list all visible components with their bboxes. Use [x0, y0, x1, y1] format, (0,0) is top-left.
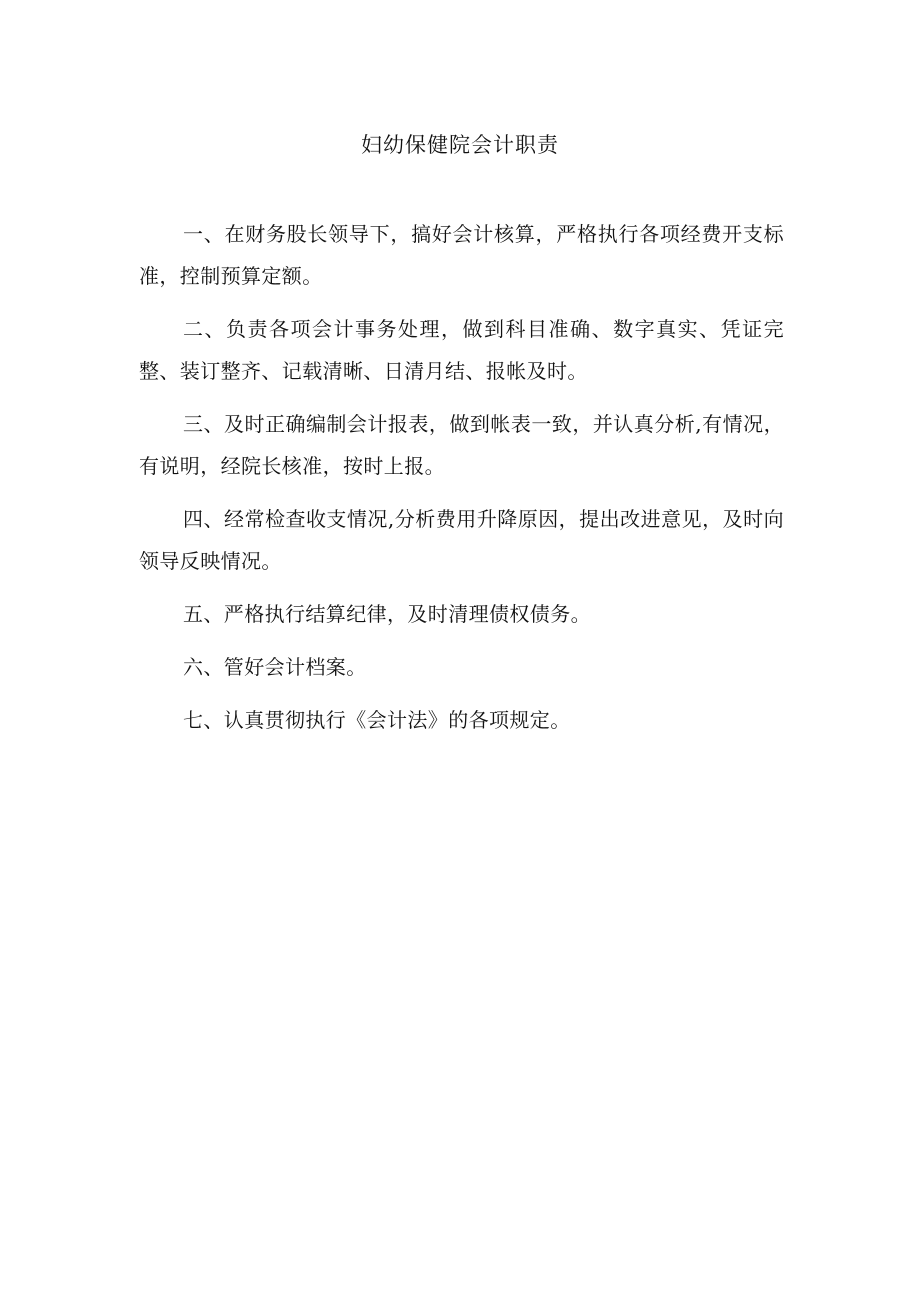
- duty-item-7: 七、认真贯彻执行《会计法》的各项规定。: [183, 708, 571, 732]
- duty-item-2: 二、负责各项会计事务处理，做到科目准确、数字真实、凭证完整、装订整齐、记载清晰、日清月结、报帐及时。: [139, 317, 784, 383]
- duty-item-1: 一、在财务股长领导下，搞好会计核算，严格执行各项经费开支标准，控制预算定额。: [139, 222, 784, 288]
- duty-item-6: 六、管好会计档案。: [183, 655, 367, 679]
- document-body: [139, 213, 784, 752]
- duty-item-3: 三、及时正确编制会计报表，做到帐表一致，并认真分析,有情况，有说明，经院长核准，按时上报。: [139, 412, 784, 478]
- document-title: 妇幼保健院会计职责: [361, 133, 559, 157]
- duty-item-4: 四、经常检查收支情况,分析费用升降原因，提出改进意见，及时向领导反映情况。: [139, 507, 784, 573]
- duty-item-5: 五、严格执行结算纪律，及时清理债权债务。: [183, 602, 591, 626]
